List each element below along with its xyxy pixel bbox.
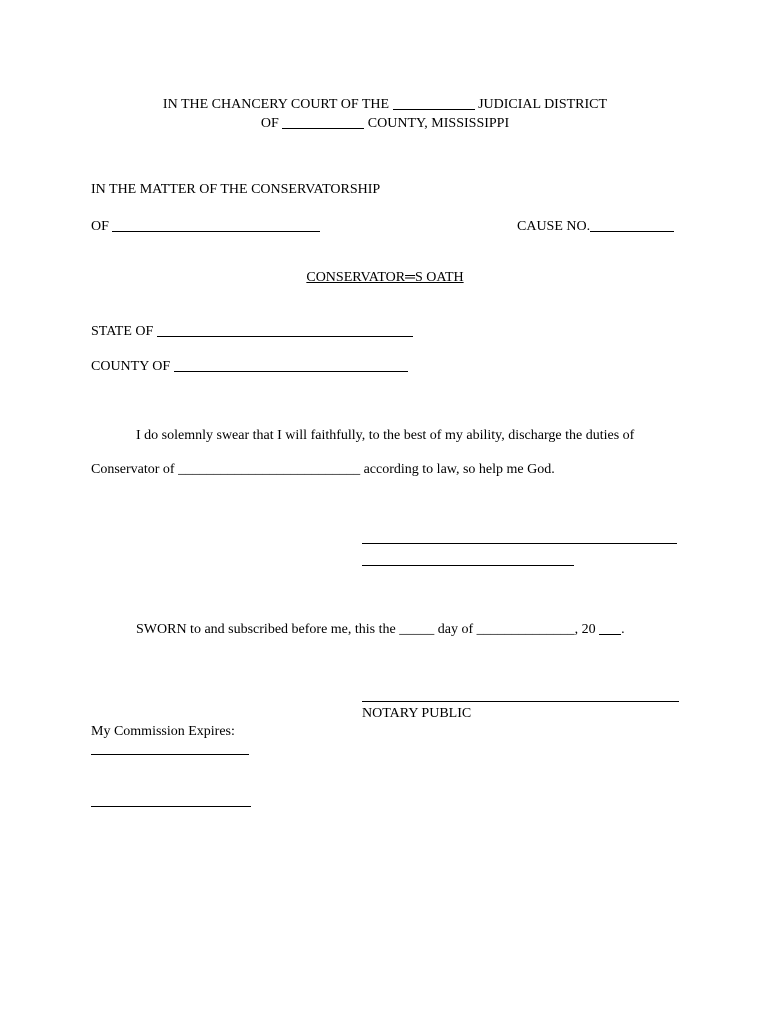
document-title — [0, 270, 770, 286]
judicial-district-blank[interactable] — [393, 95, 475, 110]
county-of-line — [91, 357, 408, 375]
county-heading-blank[interactable] — [282, 114, 364, 129]
county-blank-a[interactable] — [174, 357, 256, 372]
court-heading-text-a: IN THE CHANCERY COURT OF THE — [162, 97, 390, 112]
sworn-month-blank[interactable]: ______________ — [476, 622, 575, 637]
county-of-label: COUNTY OF — [91, 359, 171, 374]
oath-conservator-of: Conservator of — [91, 462, 175, 477]
commission-expires-label: My Commission Expires: — [91, 724, 235, 739]
commission-expires-line[interactable] — [91, 754, 249, 755]
document-title-text: CONSERVATOR═S OATH — [306, 270, 464, 285]
state-of-line — [91, 322, 413, 340]
county-heading-of: OF — [260, 116, 279, 131]
matter-of-label: OF — [91, 219, 109, 234]
county-heading-text: COUNTY, MISSISSIPPI — [367, 116, 510, 131]
cause-number-line — [517, 217, 674, 235]
state-of-label: STATE OF — [91, 324, 154, 339]
oath-line-1: I do solemnly swear that I will faithfully, to the best of my ability, discharge the duties of — [136, 428, 635, 443]
seal-line[interactable] — [91, 806, 251, 807]
notary-public-label: NOTARY PUBLIC — [362, 706, 472, 721]
sworn-text-d: . — [621, 622, 625, 637]
court-heading-line-2 — [0, 114, 770, 132]
conservatee-name-blank[interactable] — [112, 217, 320, 232]
state-blank-a[interactable] — [157, 322, 241, 337]
sworn-line — [136, 620, 625, 638]
court-heading-text-b: JUDICIAL DISTRICT — [478, 97, 608, 112]
state-blank-b[interactable] — [241, 322, 413, 337]
notary-signature-line[interactable] — [362, 701, 679, 702]
matter-of-line — [91, 217, 320, 235]
cause-number-blank[interactable] — [590, 217, 674, 232]
sworn-text-b: day of — [437, 622, 474, 637]
cause-number-label: CAUSE NO. — [517, 219, 591, 234]
oath-line-2 — [91, 462, 555, 478]
county-blank-b[interactable] — [256, 357, 408, 372]
signature-line-1[interactable] — [362, 543, 677, 544]
sworn-text-a: SWORN to and subscribed before me, this the — [136, 622, 396, 637]
sworn-text-c: , 20 — [574, 622, 596, 637]
oath-according-to-law: according to law, so help me God. — [363, 462, 555, 477]
court-heading-line-1 — [0, 95, 770, 113]
matter-title: IN THE MATTER OF THE CONSERVATORSHIP — [91, 182, 381, 197]
signature-line-2[interactable] — [362, 565, 574, 566]
sworn-year-blank[interactable] — [599, 620, 621, 635]
oath-conservatee-blank[interactable]: __________________________ — [178, 462, 361, 477]
sworn-day-blank[interactable]: _____ — [399, 622, 435, 637]
